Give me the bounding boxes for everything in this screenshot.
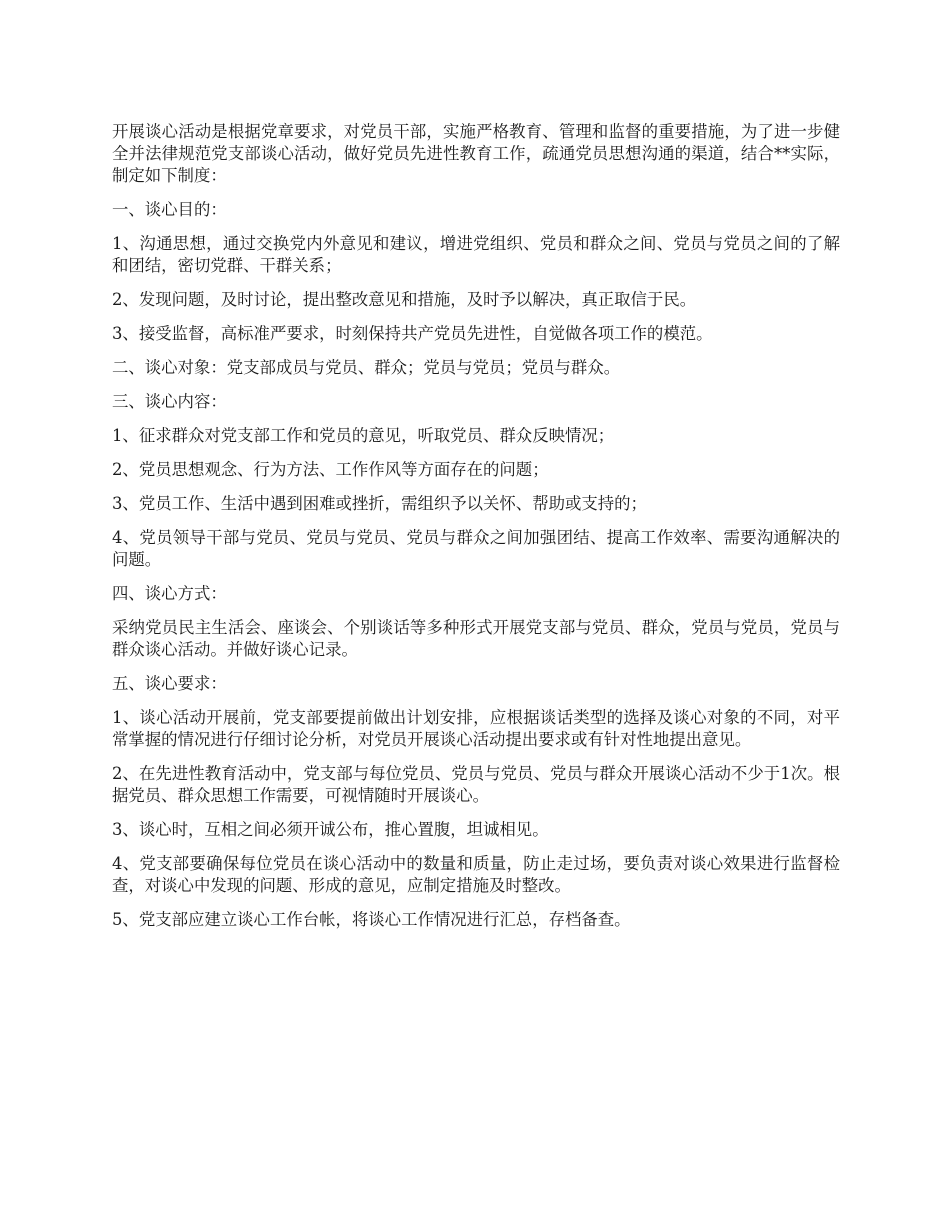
section-heading-requirements: 五、谈心要求： [112, 674, 227, 693]
requirement-item-2: 2、在先进性教育活动中，党支部与每位党员、党员与党员、党员与群众开展谈心活动不少于1次。根据党员、群众思想工作需要，可视情随时开展谈心。 [112, 764, 840, 805]
requirement-item-4: 4、党支部要确保每位党员在谈心活动中的数量和质量，防止走过场，要负责对谈心效果进行监督检查，对谈心中发现的问题、形成的意见，应制定措施及时整改。 [112, 854, 840, 895]
content-item-3: 3、党员工作、生活中遇到困难或挫折，需组织予以关怀、帮助或支持的； [112, 494, 647, 513]
section-heading-purpose: 一、谈心目的： [112, 200, 227, 219]
intro-paragraph: 开展谈心活动是根据党章要求，对党员干部，实施严格教育、管理和监督的重要措施，为了进一步健全并法律规范党支部谈心活动，做好党员先进性教育工作，疏通党员思想沟通的渠道，结合**实际，制定如下制度： [112, 122, 840, 185]
section-heading-content: 三、谈心内容： [112, 392, 227, 411]
section-heading-targets: 二、谈心对象：党支部成员与党员、群众；党员与党员；党员与群众。 [112, 358, 621, 377]
requirement-item-5: 5、党支部应建立谈心工作台帐，将谈心工作情况进行汇总，存档备查。 [112, 910, 631, 929]
methods-paragraph: 采纳党员民主生活会、座谈会、个别谈话等多种形式开展党支部与党员、群众，党员与党员，党员与群众谈心活动。并做好谈心记录。 [112, 618, 840, 659]
purpose-item-3: 3、接受监督，高标准严要求，时刻保持共产党员先进性，自觉做各项工作的模范。 [112, 324, 713, 343]
content-item-2: 2、党员思想观念、行为方法、工作作风等方面存在的问题； [112, 460, 549, 479]
document-body [112, 121, 840, 943]
requirement-item-1: 1、谈心活动开展前，党支部要提前做出计划安排，应根据谈话类型的选择及谈心对象的不同，对平常掌握的情况进行仔细讨论分析，对党员开展谈心活动提出要求或有针对性地提出意见。 [112, 708, 840, 749]
requirement-item-3: 3、谈心时，互相之间必须开诚公布，推心置腹，坦诚相见。 [112, 820, 549, 839]
purpose-item-2: 2、发现问题，及时讨论，提出整改意见和措施，及时予以解决，真正取信于民。 [112, 290, 697, 309]
section-heading-methods: 四、谈心方式： [112, 584, 227, 603]
content-item-1: 1、征求群众对党支部工作和党员的意见，听取党员、群众反映情况； [112, 426, 615, 445]
content-item-4: 4、党员领导干部与党员、党员与党员、党员与群众之间加强团结、提高工作效率、需要沟通解决的问题。 [112, 528, 840, 569]
purpose-item-1: 1、沟通思想，通过交换党内外意见和建议，增进党组织、党员和群众之间、党员与党员之间的了解和团结，密切党群、干群关系； [112, 234, 840, 275]
